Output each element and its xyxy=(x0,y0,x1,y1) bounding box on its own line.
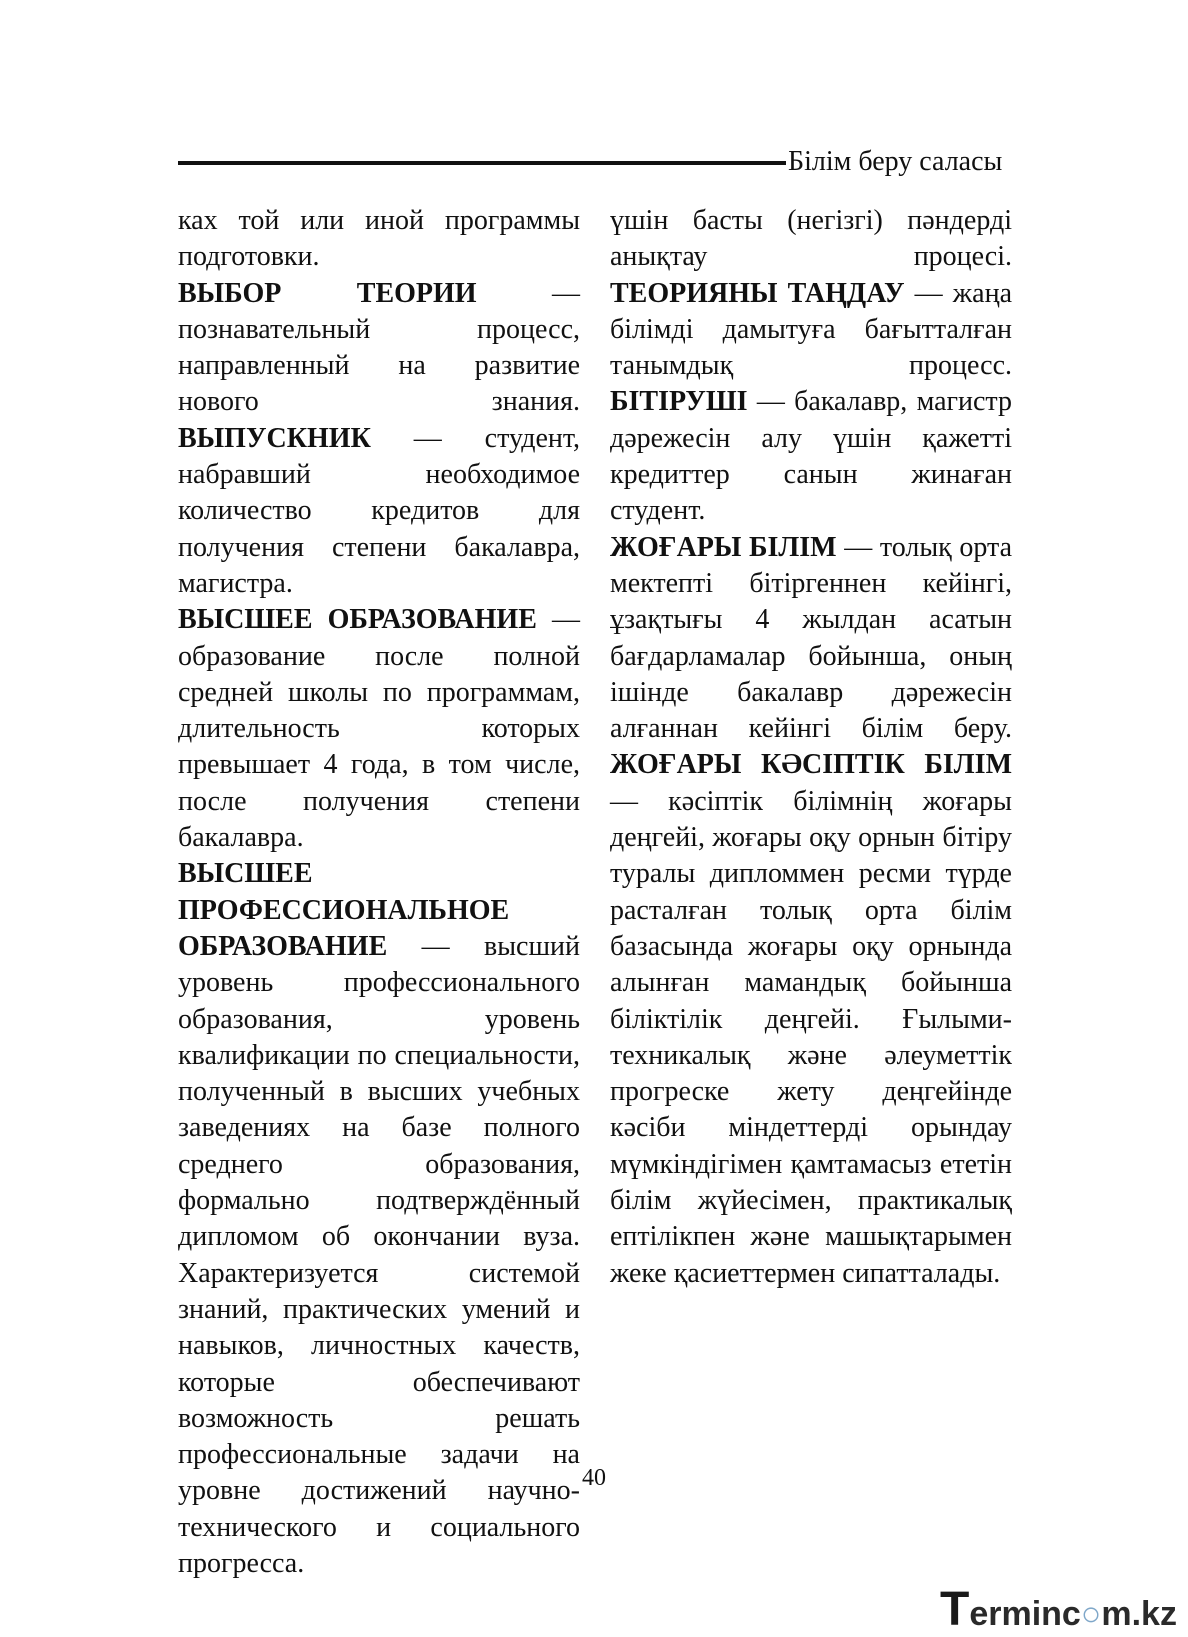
entry-term: ВЫСШЕЕ ПРОФЕССИОНАЛЬНОЕ ОБРАЗОВАНИЕ xyxy=(178,858,510,962)
header-rule xyxy=(178,161,786,165)
entry-definition: — жаңа білімді дамытуға бағытталған танымдық процесс. xyxy=(610,277,1012,382)
entry-definition: — бакалавр, магистр дәрежесін алу үшін қажетті кредиттер санын жинаған студент. xyxy=(610,386,1012,527)
entry-zhogary-kasiptik-bilim xyxy=(610,747,1012,1291)
entry-definition: — образование после полной средней школы по программам, длительность которых превышает 4 года, в том числе, после получения степени бакалавра. xyxy=(178,604,580,854)
entry-definition: — толық орта мектепті бітіргеннен кейінгі, ұзақтығы 4 жылдан асатын бағдарламалар бойынша, оның ішінде бакалавр дәрежесін алғаннан кейінгі білім беру. xyxy=(610,531,1012,745)
page-number: 40 xyxy=(582,1465,606,1491)
entry-definition: — кәсіптік білімнің жоғары деңгейі, жоғары оқу орнын бітіру туралы дипломмен ресми түрде расталған толық орта білім базасында жоғары оқу орнында алынған мамандық бойынша біліктілік деңгейі. Ғылыми-техникалық және әлеуметтік прогреске жету деңгейінде кәсіби міндеттерді орындау мүмкіндігімен қамтамасыз ететін білім жүйесімен, практикалық ептілікпен және машықтарымен жеке қасиеттермен сипатталады. xyxy=(610,785,1012,1289)
entry-zhogary-bilim xyxy=(610,530,1012,748)
entry-vybor-teorii xyxy=(178,276,580,421)
entry-continuation: үшін басты (негізгі) пәндерді анықтау процесі. xyxy=(610,205,1012,273)
entry-definition: — высший уровень профессионального образования, уровень квалификации по специальности, полученный в высших учебных заведениях на базе полного среднего образования, формально подтверждённый дипломом об окончании вуза. Характеризуется системой знаний, практических умений и навыков, личностных качеств, которые обеспечивают возможность решать профессиональные задачи на уровне достижений научно-технического и социального прогресса. xyxy=(178,930,580,1579)
entry-definition: — студент, набравший необходимое количество кредитов для получения степени бакалавра, магистра. xyxy=(178,422,580,599)
entry-definition: — познавательный процесс, направленный на развитие нового знания. xyxy=(178,277,581,418)
entry-bitirushi xyxy=(610,384,1012,529)
left-column xyxy=(178,203,580,1582)
entry-vysshee-obrazovanie xyxy=(178,602,580,856)
entry-term: БІТІРУШІ xyxy=(610,386,748,418)
entry-term: ЖОҒАРЫ КӘСІПТІК БІЛІМ xyxy=(610,749,1012,781)
entry-vypusknik xyxy=(178,421,580,602)
right-column xyxy=(610,203,1012,1292)
entry-term: ЖОҒАРЫ БІЛІМ xyxy=(610,531,837,563)
entry-teoriyany-tandau xyxy=(610,276,1012,385)
entry-term: ВЫБОР ТЕОРИИ xyxy=(178,277,477,309)
entry-term: ВЫПУСКНИК xyxy=(178,422,371,454)
entry-term: ТЕОРИЯНЫ ТАҢДАУ xyxy=(610,277,905,309)
entry-term: ВЫСШЕЕ ОБРАЗОВАНИЕ xyxy=(178,604,537,636)
site-watermark-logo: Terminc○m.kz xyxy=(940,1583,1177,1636)
entry-continuation: ках той или иной программы подготовки. xyxy=(178,205,580,273)
ring-icon: ○ xyxy=(1080,1595,1102,1633)
running-header-title: Білім беру саласы xyxy=(788,146,1003,177)
